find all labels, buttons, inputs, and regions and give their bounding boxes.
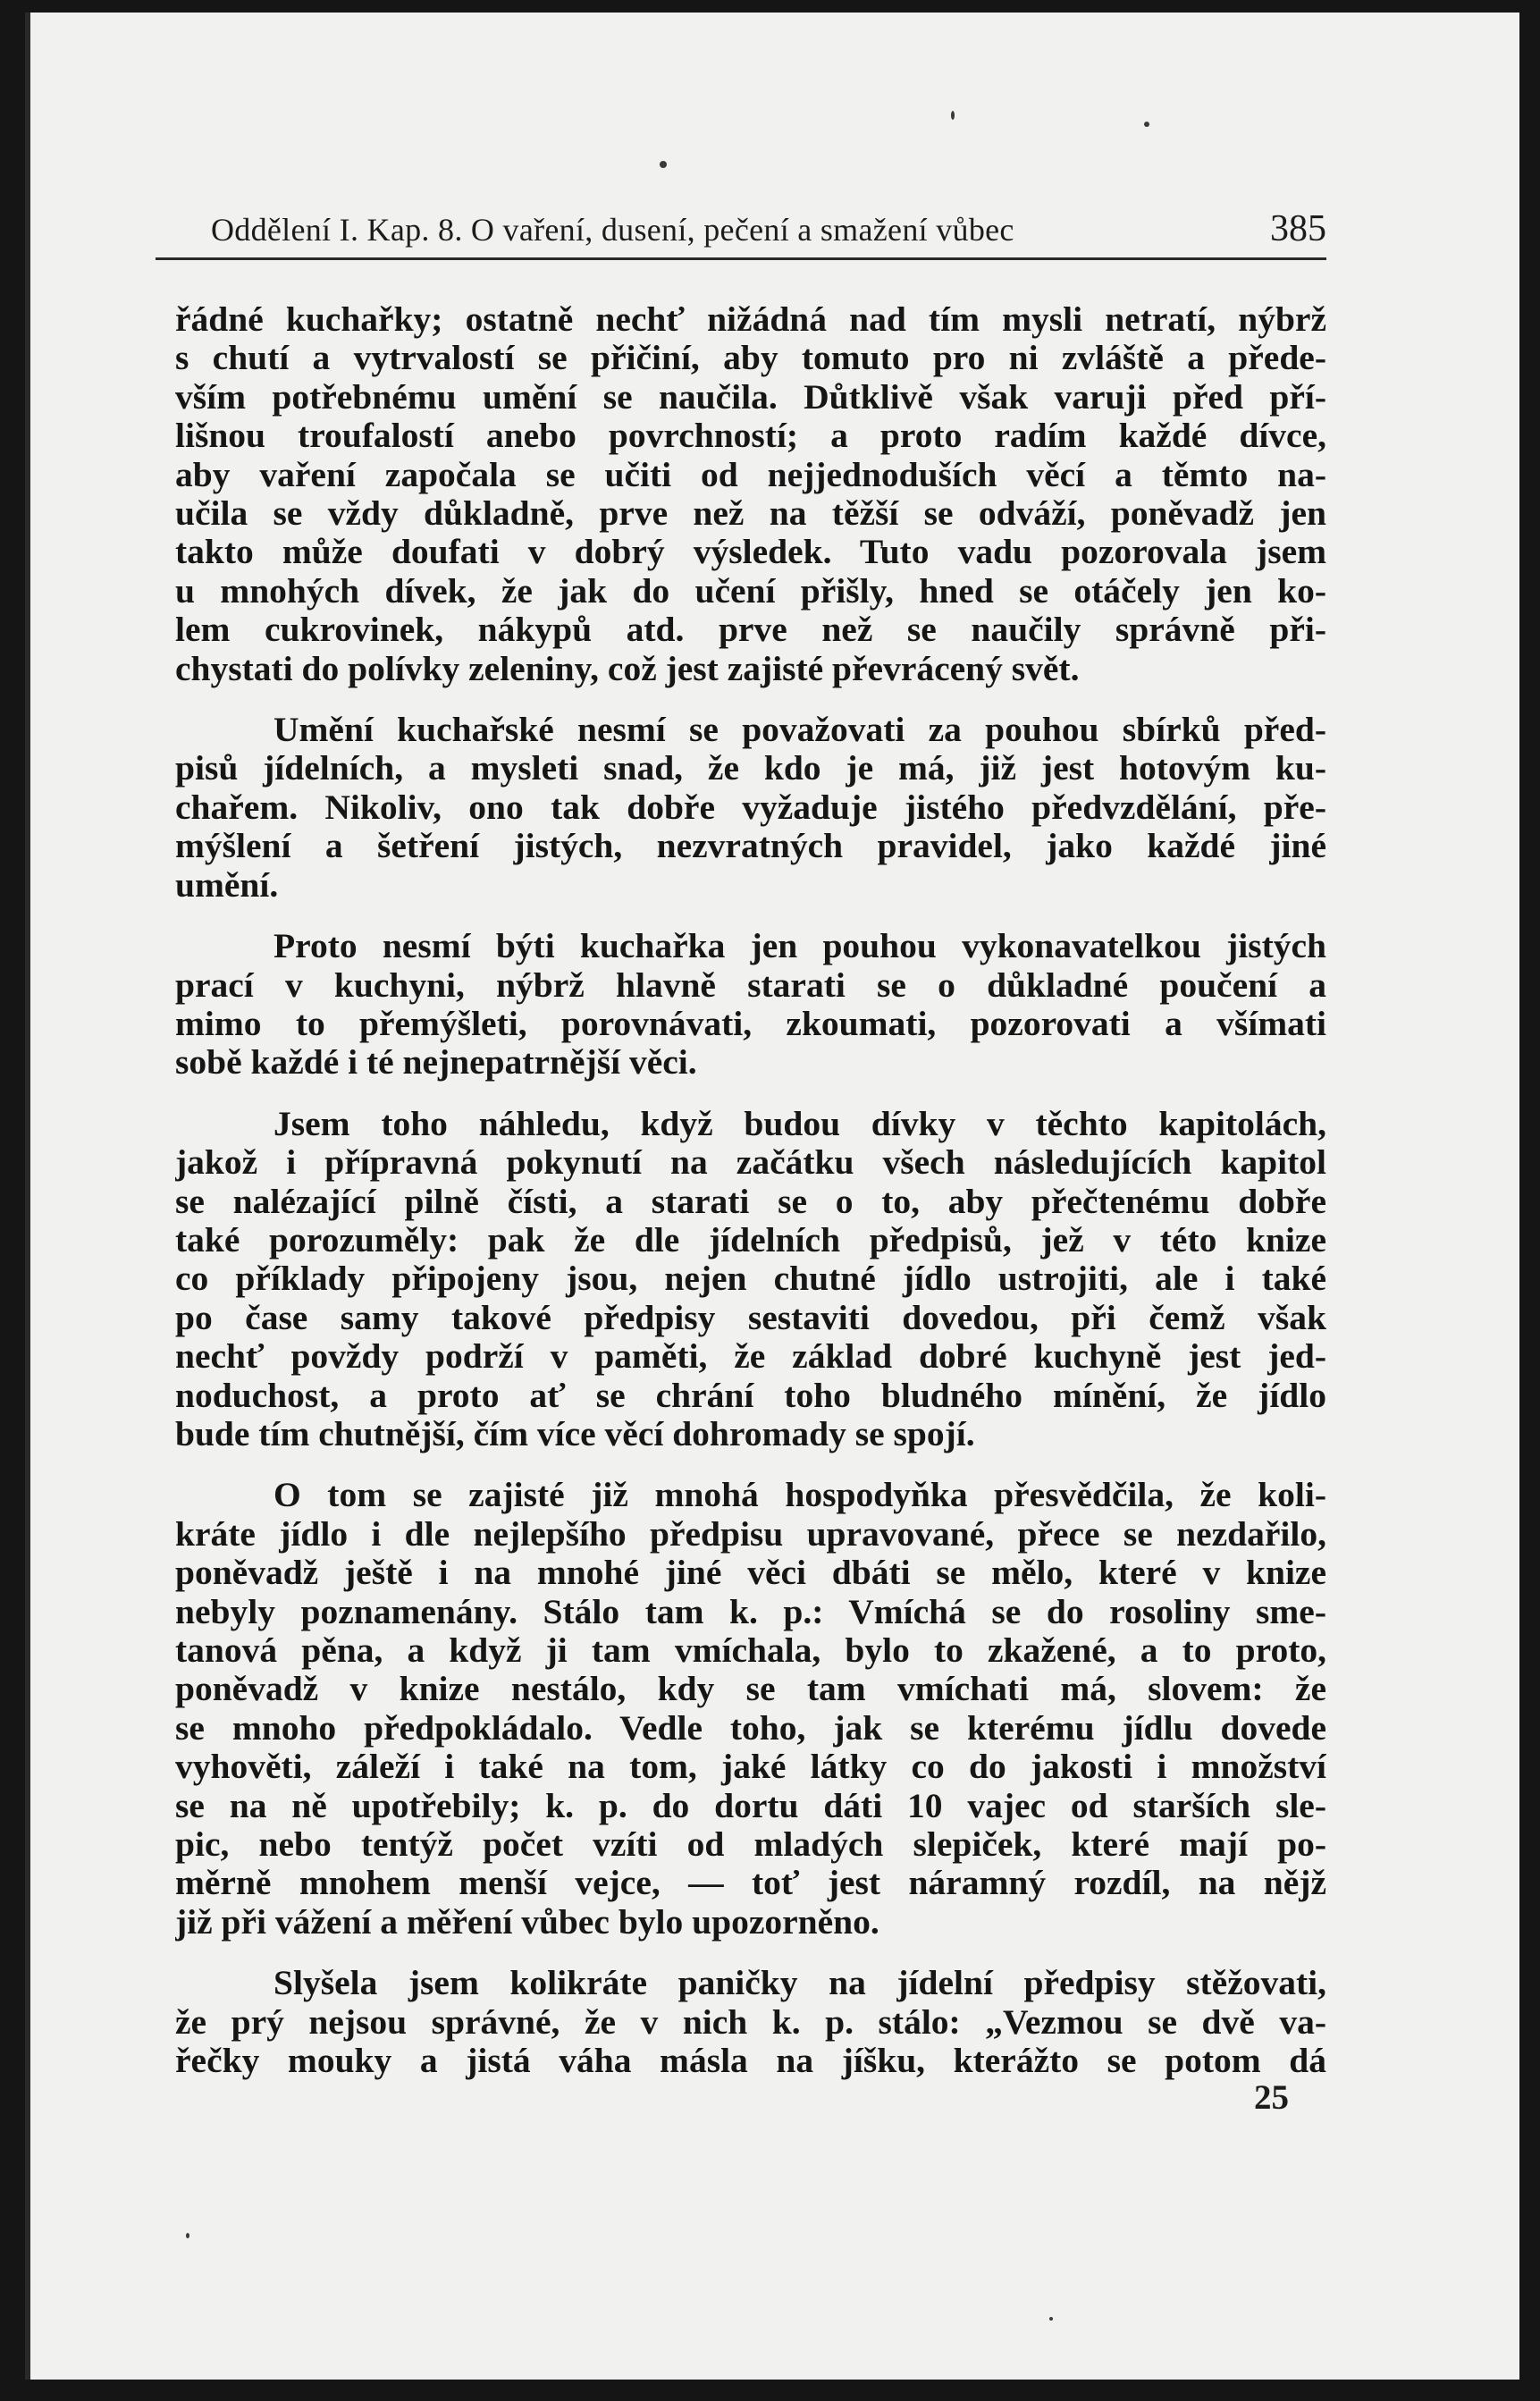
- text-line: s chutí a vytrvalostí se přičiní, aby tomuto pro ni zvláště a přede-: [175, 339, 1326, 378]
- text-line: chystati do polívky zeleniny, což jest zajisté převrácený svět.: [175, 649, 1080, 688]
- text-line: mimo to přemýšleti, porovnávati, zkoumati, pozorovati a všímati: [175, 1004, 1326, 1043]
- text-line: prací v kuchyni, nýbrž hlavně starati se o důkladné poučení a: [175, 965, 1326, 1005]
- text-line: také porozuměly: pak že dle jídelních předpisů, jež v této knize: [175, 1220, 1326, 1259]
- body-text: [175, 300, 1326, 2102]
- text-line: pisů jídelních, a mysleti snad, že kdo je má, již jest hotovým ku-: [175, 749, 1326, 788]
- text-line: Umění kuchařské nesmí se považovati za pouhou sbírků před-: [273, 711, 1326, 750]
- text-line: se mnoho předpokládalo. Vedle toho, jak se kterému jídlu dovede: [175, 1708, 1326, 1748]
- text-line: chařem. Nikoliv, ono tak dobře vyžaduje jistého předvzdělání, pře-: [175, 788, 1326, 827]
- header-title: Oddělení I. Kap. 8. O vaření, dusení, pečení a smažení vůbec: [211, 212, 1014, 248]
- paragraph-6: [175, 1964, 1326, 2080]
- text-line: aby vaření započala se učiti od nejjednoduších věcí a těmto na-: [175, 455, 1326, 494]
- running-header: [156, 204, 1326, 260]
- text-line: měrně mnohem menší vejce, — toť jest náramný rozdíl, na nějž: [175, 1864, 1326, 1903]
- text-line: se nalézající pilně čísti, a starati se o to, aby přečtenému dobře: [175, 1182, 1326, 1221]
- text-line: bude tím chutnější, čím více věcí dohromady se spojí.: [175, 1414, 975, 1453]
- text-line: mýšlení a šetření jistých, nezvratných pravidel, jako každé jiné: [175, 827, 1326, 866]
- paragraph-2: [175, 711, 1326, 905]
- text-line: co příklady připojeny jsou, nejen chutné jídlo ustrojiti, ale i také: [175, 1259, 1326, 1299]
- text-line: pic, nebo tentýž počet vzíti od mladých slepiček, které mají po-: [175, 1825, 1326, 1865]
- paper-speck: [660, 161, 667, 168]
- text-line: O tom se zajisté již mnohá hospodyňka přesvědčila, že koli-: [273, 1476, 1326, 1515]
- text-line: poněvadž v knize nestálo, kdy se tam vmíchati má, slovem: že: [175, 1670, 1326, 1709]
- paragraph-5: [175, 1476, 1326, 1942]
- text-line: kráte jídlo i dle nejlepšího předpisu upravované, přece se nezdařilo,: [175, 1514, 1326, 1554]
- text-line: sobě každé i té nejnepatrnější věci.: [175, 1043, 697, 1083]
- paragraph-1: [175, 300, 1326, 688]
- text-line: řečky mouky a jistá váha másla na jíšku, kterážto se potom dá: [175, 2042, 1326, 2081]
- page-signature: 25: [1254, 2078, 1289, 2117]
- paper-speck: [951, 111, 955, 120]
- text-line: lišnou troufalostí anebo povrchností; a proto radím každé dívce,: [175, 417, 1326, 456]
- text-line: lem cukrovinek, nákypů atd. prve než se naučily správně při-: [175, 611, 1326, 650]
- text-line: u mnohých dívek, že jak do učení přišly, hned se otáčely jen ko-: [175, 571, 1326, 611]
- text-line: tanová pěna, a když ji tam vmíchala, bylo to zkažené, a to proto,: [175, 1631, 1326, 1670]
- text-line: umění.: [175, 865, 279, 905]
- text-line: jakož i přípravná pokynutí na začátku všech následujících kapitol: [175, 1143, 1326, 1183]
- text-line: nebyly poznamenány. Stálo tam k. p.: Vmíchá se do rosoliny sme-: [175, 1592, 1326, 1631]
- text-line: takto může doufati v dobrý výsledek. Tuto vadu pozorovala jsem: [175, 533, 1326, 572]
- text-line: řádné kuchařky; ostatně nechť nižádná nad tím mysli netratí, nýbrž: [175, 300, 1326, 339]
- text-line: poněvadž ještě i na mnohé jiné věci dbáti se mělo, které v knize: [175, 1554, 1326, 1593]
- text-line: vyhověti, záleží i také na tom, jaké látky co do jakosti i množství: [175, 1748, 1326, 1787]
- header-page-number: 385: [1270, 208, 1326, 249]
- text-line: učila se vždy důkladně, prve než na těžší se odváží, poněvadž jen: [175, 494, 1326, 534]
- paragraph-3: [175, 927, 1326, 1083]
- paper-speck: [1049, 2317, 1053, 2321]
- text-line: se na ně upotřebily; k. p. do dortu dáti 10 vajec od starších sle-: [175, 1786, 1326, 1825]
- text-line: noduchost, a proto ať se chrání toho bludného mínění, že jídlo: [175, 1376, 1326, 1415]
- text-line: že prý nejsou správné, že v nich k. p. stálo: „Vezmou se dvě va-: [175, 2002, 1326, 2042]
- paragraph-4: [175, 1105, 1326, 1454]
- text-line: nechť povždy podrží v paměti, že základ dobré kuchyně jest jed-: [175, 1337, 1326, 1377]
- book-page: [25, 13, 1519, 2380]
- text-line: Slyšela jsem kolikráte paničky na jídelní předpisy stěžovati,: [273, 1964, 1326, 2003]
- text-line: již při vážení a měření vůbec bylo upozorněno.: [175, 1902, 879, 1942]
- text-line: Proto nesmí býti kuchařka jen pouhou vykonavatelkou jistých: [273, 927, 1326, 966]
- text-line: po čase samy takové předpisy sestaviti dovedou, při čemž však: [175, 1298, 1326, 1337]
- text-line: vším potřebnému umění se naučila. Důtklivě však varuji před pří-: [175, 377, 1326, 417]
- paper-speck: [186, 2233, 189, 2238]
- text-line: Jsem toho náhledu, když budou dívky v těchto kapitolách,: [273, 1104, 1326, 1143]
- paper-speck: [1144, 122, 1149, 127]
